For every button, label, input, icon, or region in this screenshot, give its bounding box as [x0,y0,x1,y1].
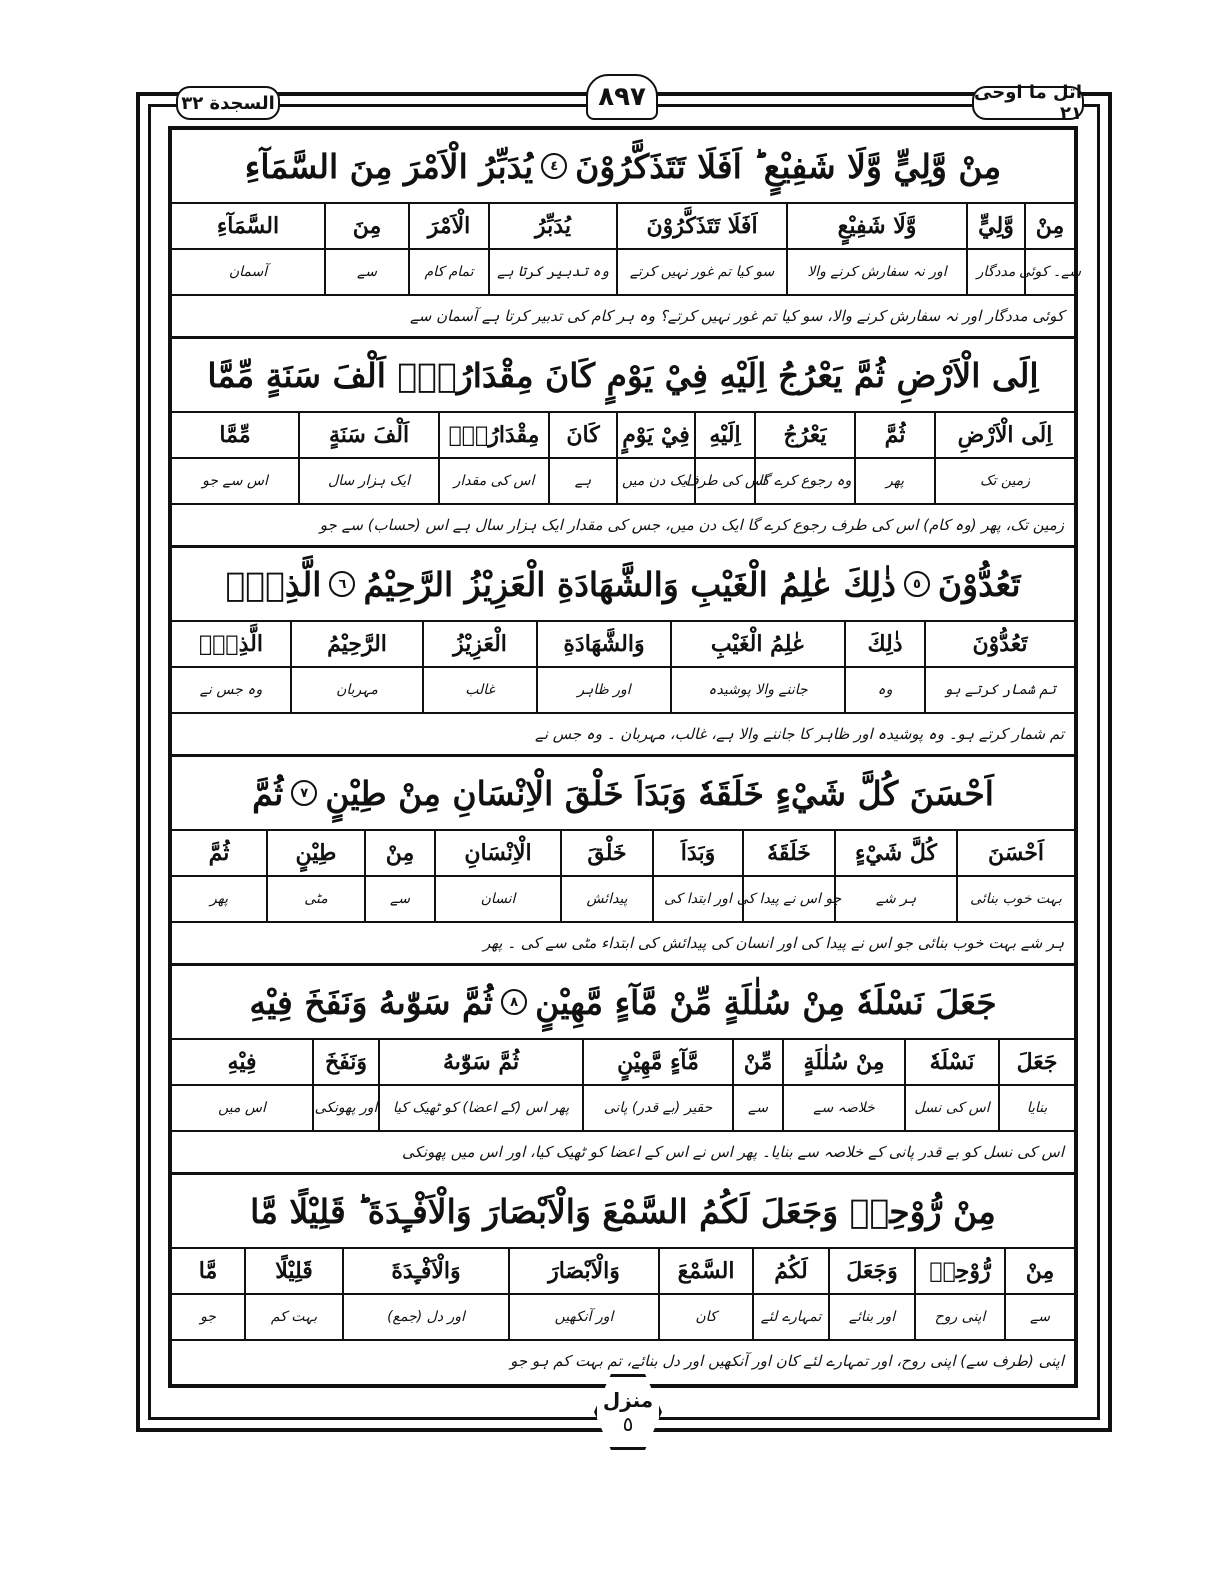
arabic-line [172,966,1074,1040]
word-cell: وَّلِيٍّ [966,204,1024,248]
meaning-cell: اور نہ سفارش کرنے والا [786,250,966,294]
word-cell: الْعَزِيْزُ [422,622,536,666]
word-cell: يُدَبِّرُ [488,204,616,248]
meaning-cell: اور پھونکی [312,1086,378,1130]
verse-block [172,548,1074,757]
word-cell: اَفَلَا تَتَذَكَّرُوْنَ [616,204,786,248]
word-cell: وَالْاَبْصَارَ [508,1249,658,1293]
meaning-cell: حقیر (بے قدر) پانی [582,1086,732,1130]
ayah-marker: ٨ [501,989,527,1015]
word-cell: رُّوْحِهٖ [914,1249,1004,1293]
meaning-cell: پھر [854,459,934,503]
word-cell: مِنْ [1024,204,1074,248]
meaning-cell: زمین تک [934,459,1074,503]
meaning-cell: اور ابتدا کی [652,877,742,921]
translation-line: کوئی مددگار اور نہ سفارش کرنے والا، سو کیا تم غور نہیں کرتے؟ وہ ہر کام کی تدبیر کرتا ہے آسمان سے [410,307,1064,325]
verse-block [172,1175,1074,1381]
meaning-cell: وہ تدبیر کرتا ہے [488,250,616,294]
word-cell: اَلْفَ سَنَةٍ [298,413,438,457]
meaning-cell: اس کی طرف [694,459,754,503]
word-cell: وَنَفَخَ [312,1040,378,1084]
meaning-cell: جو اس نے پیدا کی [742,877,834,921]
word-cell: اَحْسَنَ [956,831,1074,875]
arabic-text: مِنْ رُّوْحِهٖ وَجَعَلَ لَكُمُ السَّمْعَ وَالْاَبْصَارَ وَالْاَفْـِٕدَةَ ؕ قَلِيْلًا مَّا [250,1191,996,1231]
meaning-row [172,1086,1074,1132]
meaning-cell: بہت خوب بنائی [956,877,1074,921]
word-cell: نَسْلَهٗ [904,1040,998,1084]
word-cell: فِيْهِ [227,1049,257,1075]
translation-line: زمین تک، پھر (وہ کام) اس کی طرف رجوع کرے گا ایک دن میں، جس کی مقدار ایک ہزار سال ہے اس (حساب) سے جو [319,516,1064,534]
word-cell: جَعَلَ [998,1040,1074,1084]
word-cell: مِقْدَارُهٗۤ [438,413,548,457]
word-cell: فِيْ يَوْمٍ [616,413,694,457]
word-row [172,413,1074,459]
meaning-cell: مٹی [266,877,364,921]
word-cell: الْاَمْرَ [408,204,488,248]
meaning-cell: انسان [434,877,560,921]
meaning-cell: تمام کام [408,250,488,294]
arabic-text: ثُمَّ سَوّٰىهُ وَنَفَخَ فِيْهِ [249,982,494,1022]
word-cell: ذٰلِكَ [844,622,924,666]
arabic-text: ثُمَّ [252,773,284,813]
translation-line: اپنی (طرف سے) اپنی روح، اور تمہارے لئے کان اور آنکھیں اور دل بنائے، تم بہت کم ہو جو [510,1352,1064,1370]
word-cell: السَّمْعَ [658,1249,752,1293]
arabic-line [172,130,1074,204]
ayah-marker: ٥ [904,571,930,597]
meaning-cell: پھر [209,891,229,907]
meaning-cell: اس میں [218,1100,266,1116]
meaning-cell: وہ رجوع کرے گا [754,459,854,503]
word-cell: ثُمَّ [208,840,230,866]
word-row [172,1249,1074,1295]
meaning-cell: بنایا [998,1086,1074,1130]
meaning-cell: اور ظاہر [536,668,670,712]
word-cell: تَعُدُّوْنَ [924,622,1074,666]
arabic-text: اِلَى الْاَرْضِ ثُمَّ يَعْرُجُ اِلَيْهِ فِيْ يَوْمٍ كَانَ مِقْدَارُهٗۤ اَلْفَ سَنَةٍ مِّمَّا [207,355,1039,395]
meaning-cell: آسمان [228,264,268,280]
meaning-cell: کان [658,1295,752,1339]
meaning-cell: تمہارے لئے [752,1295,828,1339]
word-cell: الرَّحِيْمُ [290,622,422,666]
ayah-marker: ٧ [291,780,317,806]
word-row [172,1040,1074,1086]
word-cell: مِّمَّا [219,422,251,448]
meaning-cell: اور بنائے [828,1295,914,1339]
arabic-line [172,339,1074,413]
arabic-line [172,548,1074,622]
arabic-text: الَّذِيْۤ [225,564,322,604]
arabic-text: ذٰلِكَ عٰلِمُ الْغَيْبِ وَالشَّهَادَةِ الْعَزِيْزُ الرَّحِيْمُ [363,564,896,604]
word-cell: وَجَعَلَ [828,1249,914,1293]
word-cell: وَّلَا شَفِيْعٍ [786,204,966,248]
word-cell: الَّذِيْۤ [199,631,263,657]
meaning-row [172,250,1082,296]
translation-line: اس کی نسل کو بے قدر پانی کے خلاصہ سے بنایا۔ پھر اس نے اس کے اعضا کو ٹھیک کیا، اور اس میں پھونکی [402,1143,1064,1161]
meaning-cell: سے [732,1086,782,1130]
word-cell: مِنْ [364,831,434,875]
meaning-cell: ہر شے [834,877,956,921]
arabic-line [172,757,1074,831]
meaning-cell: ہے [548,459,616,503]
meaning-cell: پیدائش [560,877,652,921]
word-cell: خَلْقَ [560,831,652,875]
word-cell: كَانَ [548,413,616,457]
manzil-label [598,1378,658,1446]
meaning-cell: سے [1004,1295,1074,1339]
word-row [172,204,1074,250]
word-cell: خَلَقَهٗ [742,831,834,875]
meaning-cell: مہربان [290,668,422,712]
page-content [172,130,1082,1381]
meaning-cell: سو کیا تم غور نہیں کرتے [616,250,786,294]
meaning-cell: سے۔ کوئی [1024,250,1074,294]
manzil-word: منزل [602,1388,654,1412]
word-cell: يَعْرُجُ [754,413,854,457]
meaning-cell: سے [364,877,434,921]
meaning-cell: اور دل (جمع) [342,1295,508,1339]
para-label: اتل ما اوحی ٢١ [972,86,1084,120]
manzil-number: ٥ [622,1412,634,1436]
meaning-cell: وہ [844,668,924,712]
ayah-marker: ٦ [329,571,355,597]
meaning-cell: اس کی نسل [904,1086,998,1130]
meaning-cell: خلاصہ سے [782,1086,904,1130]
translation-line: ہر شے بہت خوب بنائی جو اس نے پیدا کی اور انسان کی پیدائش کی ابتداء مٹی سے کی ۔ پھر [483,934,1064,952]
word-cell: قَلِيْلًا [244,1249,342,1293]
word-cell: مِنْ [1004,1249,1074,1293]
word-cell: عٰلِمُ الْغَيْبِ [670,622,844,666]
meaning-cell: مددگار [966,250,1024,294]
meaning-cell: اپنی روح [914,1295,1004,1339]
word-cell: مِنْ سُلٰلَةٍ [782,1040,904,1084]
word-cell: ثُمَّ سَوّٰىهُ [378,1040,582,1084]
meaning-cell: اور آنکھیں [508,1295,658,1339]
word-cell: الْاِنْسَانِ [434,831,560,875]
word-cell: ثُمَّ [854,413,934,457]
page-number: ٨٩٧ [586,74,658,120]
word-cell: مِّنْ [732,1040,782,1084]
meaning-cell: جاننے والا پوشیدہ [670,668,844,712]
verse-block [172,757,1074,966]
meaning-cell: ایک دن میں [616,459,694,503]
verse-block [172,966,1074,1175]
arabic-line [172,1175,1074,1249]
arabic-text: جَعَلَ نَسْلَهٗ مِنْ سُلٰلَةٍ مِّنْ مَّآءٍ مَّهِيْنٍ [535,982,997,1022]
word-cell: كُلَّ شَيْءٍ [834,831,956,875]
arabic-text: اَحْسَنَ كُلَّ شَيْءٍ خَلَقَهٗ وَبَدَاَ خَلْقَ الْاِنْسَانِ مِنْ طِيْنٍ [325,773,994,813]
verse-block [172,130,1082,339]
meaning-cell: اس سے جو [202,473,268,489]
word-cell: وَبَدَاَ [652,831,742,875]
meaning-cell: ایک ہزار سال [298,459,438,503]
word-cell: مَّا [198,1258,218,1284]
word-cell: لَكُمُ [752,1249,828,1293]
ayah-marker: ٤ [541,153,567,179]
word-cell: مَّآءٍ مَّهِيْنٍ [582,1040,732,1084]
word-cell: وَالشَّهَادَةِ [536,622,670,666]
meaning-cell: جو [200,1309,216,1325]
meaning-cell: وہ جس نے [199,682,263,698]
meaning-row [172,668,1074,714]
word-cell: وَالْاَفْـِٕدَةَ [342,1249,508,1293]
meaning-cell: بہت کم [244,1295,342,1339]
word-cell: السَّمَآءِ [216,213,280,239]
arabic-text: مِنْ وَّلِيٍّ وَّلَا شَفِيْعٍ ؕ اَفَلَا تَتَذَكَّرُوْنَ [575,146,1002,186]
meaning-cell: اس کی مقدار [438,459,548,503]
meaning-row [172,459,1074,505]
word-row [172,622,1074,668]
surah-label: السجدة ٣٢ [176,86,280,120]
verse-block [172,339,1074,548]
arabic-text: يُدَبِّرُ الْاَمْرَ مِنَ السَّمَآءِ [244,146,534,186]
meaning-cell: غالب [422,668,536,712]
meaning-row [172,1295,1074,1341]
word-cell: طِيْنٍ [266,831,364,875]
meaning-cell: تم شمار کرتے ہو [924,668,1074,712]
word-row [172,831,1074,877]
word-cell: اِلَى الْاَرْضِ [934,413,1074,457]
word-cell: مِنَ [324,204,408,248]
meaning-cell: پھر اس (کے اعضا) کو ٹھیک کیا [378,1086,582,1130]
meaning-cell: سے [324,250,408,294]
translation-line: تم شمار کرتے ہو۔ وہ پوشیدہ اور ظاہر کا جاننے والا ہے، غالب، مہربان ۔ وہ جس نے [535,725,1064,743]
meaning-row [172,877,1074,923]
word-cell: اِلَيْهِ [694,413,754,457]
arabic-text: تَعُدُّوْنَ [937,564,1021,604]
